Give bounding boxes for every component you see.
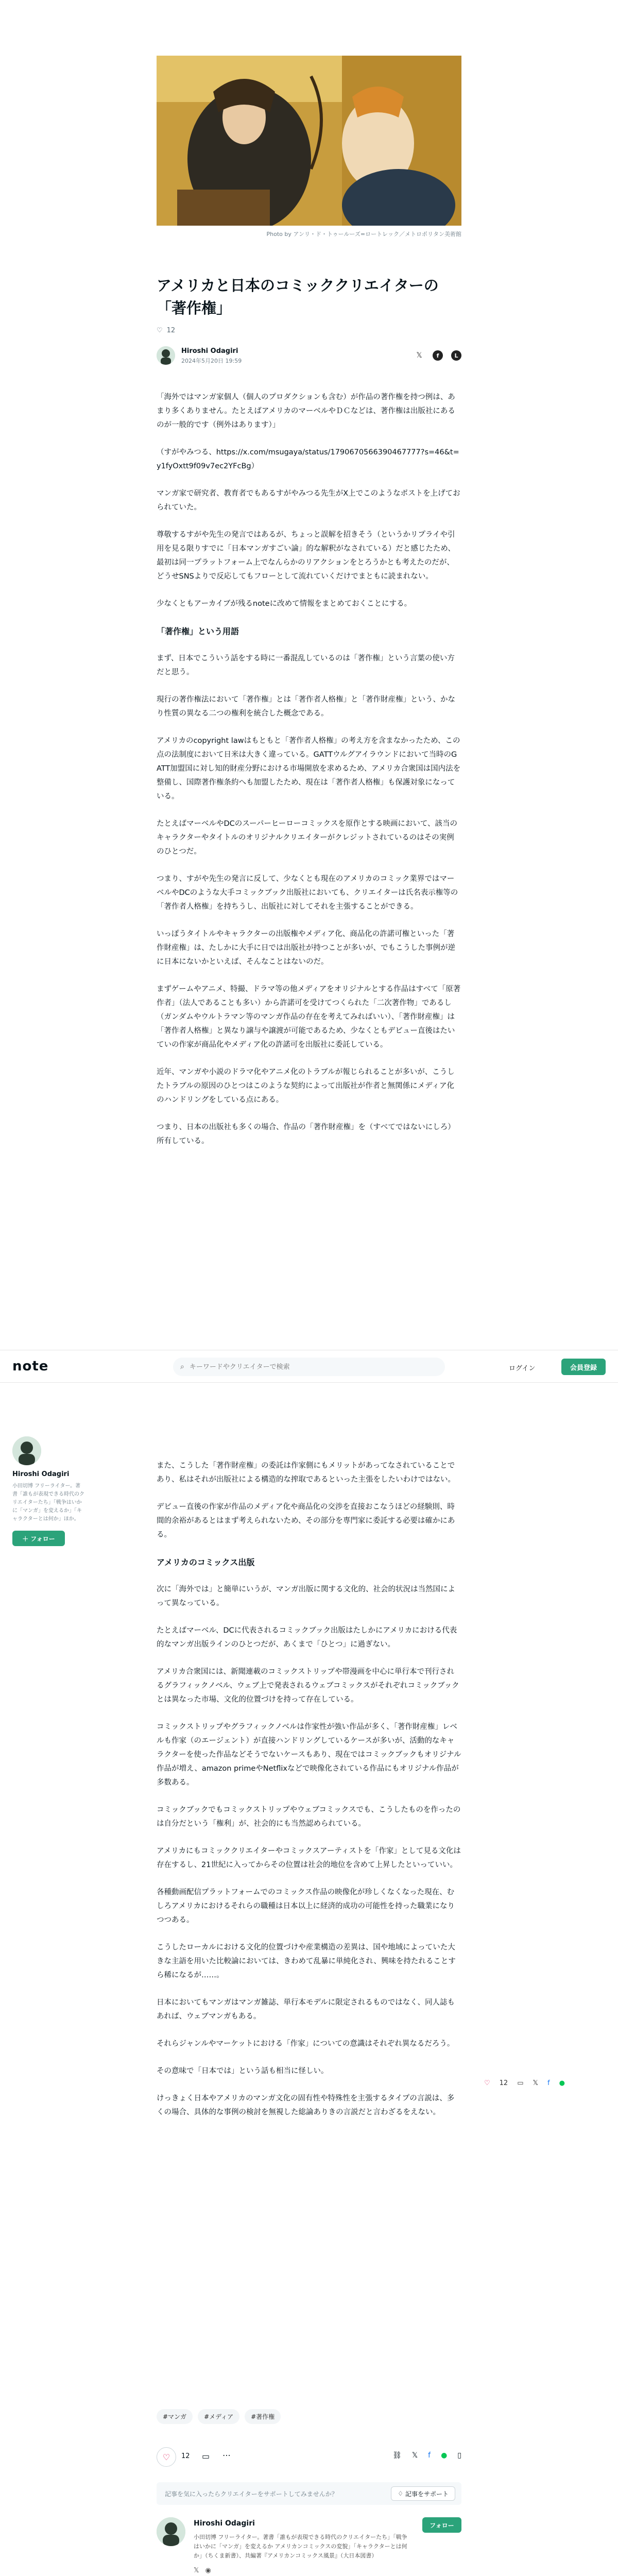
support-button[interactable] xyxy=(391,2486,455,2501)
paragraph: まず、日本でこういう話をする時に一番混乱しているのは「著作権」という言葉の使い方だと思う。 xyxy=(157,654,455,676)
author-card-name[interactable]: Hiroshi Odagiri xyxy=(194,2519,255,2528)
author-name[interactable]: Hiroshi Odagiri xyxy=(181,347,238,355)
author-card-bio: 小田切博 フリーライター。著書「誰もが表現できる時代のクリエイターたち」「戦争はいかに「マンガ」を変えるか アメリカンコミックスの変貌」「キャラクターとは何か」（ちくま新書）、共編著『アメリカンコミックス風景』（大日本図書） xyxy=(194,2534,407,2559)
x-share-icon[interactable]: 𝕏 xyxy=(416,351,422,360)
support-text: 記事を気に入ったらクリエイターをサポートしてみませんか？ xyxy=(165,2490,338,2498)
search-icon: ⌕ xyxy=(180,1363,184,1371)
sidebar-author-name[interactable]: Hiroshi Odagiri xyxy=(12,1470,70,1478)
x-profile-icon[interactable]: 𝕏 xyxy=(194,2567,199,2574)
comment-icon[interactable]: ▭ xyxy=(517,2079,524,2087)
sidebar-author-card xyxy=(12,1436,84,1546)
heart-icon[interactable]: ♡ xyxy=(484,2079,490,2087)
like-count: 12 xyxy=(181,2452,190,2460)
author-card xyxy=(157,2517,461,2576)
like-count: 12 xyxy=(166,327,176,334)
bookmark-icon[interactable]: ▯ xyxy=(457,2451,461,2460)
gift-icon: ♢ xyxy=(398,2490,403,2497)
search-bar xyxy=(173,1358,445,1376)
site-header xyxy=(0,1350,618,1383)
author-card-follow-button[interactable]: フォロー xyxy=(422,2517,461,2533)
author-card-avatar[interactable] xyxy=(157,2517,185,2546)
support-box xyxy=(157,2482,461,2505)
x-share-icon[interactable]: 𝕏 xyxy=(533,2079,538,2087)
paragraph: けっきょく日本やアメリカのマンガ文化の固有性や特殊性を主張するタイプの言説は、多くの場合、具体的な事例の検討を無視した総論ありきの言説だと言わざるをえない。 xyxy=(157,2094,455,2116)
paragraph: コミックブックでもコミックストリップやウェブコミックスでも、こうしたものを作ったのは自分だという「権利」が、社会的にも当然認められている。 xyxy=(157,1806,461,1828)
paragraph: つまり、日本の出版社も多くの場合、作品の「著作財産権」を（すべてではないにしろ）所有している。 xyxy=(157,1123,455,1145)
section-heading: 「著作権」という用語 xyxy=(157,626,239,636)
paragraph: 「海外ではマンガ家個人（個人のプロダクションも含む）が作品の著作権を持つ例は、あまり多くありません。たとえばアメリカのマーベルやＤＣなどは、著作権は出版社にあるのが一般的です（例外はあります）」 xyxy=(157,393,455,429)
paragraph: デビュー直後の作家が作品のメディア化や商品化の交渉を直接おこなうほどの経験則、時間的余裕があるとはまず考えられないため、その部分を専門家に委託する必要は確かにある。 xyxy=(157,1503,455,1539)
paragraph: コミックストリップやグラフィックノベルは作家性が強い作品が多く、「著作財産権」レベルも作家（のエージェント）が直接ハンドリングしているケースが多いが、活動的なキャラクターを使った作品などそうでないケースもあり、現在ではコミックブックもオリジナル作品が増え、amazon primeやNetflixなどで映像化されている作品にもオリジナル作品が多数ある。 xyxy=(157,1723,461,1787)
heart-icon: ♡ xyxy=(162,2452,170,2462)
paragraph: 次に「海外では」と簡単にいうが、マンガ出版に関する文化的、社会的状況は当然国によって異なっている。 xyxy=(157,1585,455,1607)
paragraph: 各種動画配信プラットフォームでのコミックス作品の映像化が珍しくなくなった現在、むしろアメリカにおけるそれらの職種は日本以上に経済的成功の可能性を持った職業になりつつある。 xyxy=(157,1888,455,1924)
article-body-1 xyxy=(157,391,461,1162)
author-socials xyxy=(194,2567,211,2574)
login-link[interactable]: ログイン xyxy=(509,1365,536,1372)
paragraph: マンガ家で研究者、教育者でもあるすがやみつる先生がX上でこのようなポストを上げておられていた。 xyxy=(157,489,460,512)
facebook-share-icon[interactable]: f xyxy=(547,2079,550,2087)
facebook-share-icon[interactable]: f xyxy=(428,2451,431,2460)
paragraph: 日本においてもマンガはマンガ雑誌、単行本モデルに限定されるものではなく、同人誌もあれば、ウェブマンガもある。 xyxy=(157,1998,455,2021)
share-icons xyxy=(392,2451,461,2460)
share-icons xyxy=(414,350,461,361)
paragraph: アメリカにもコミッククリエイターやコミックスアーティストを「作家」として見る文化は存在するし、21世紀に入ってからその位置は社会的地位を含めて上昇したといっていい。 xyxy=(157,1847,461,1869)
float-like-count: 12 xyxy=(499,2079,508,2087)
search-input[interactable] xyxy=(190,1363,438,1371)
paragraph: たとえばマーベルやDCのスーパーヒーローコミックスを原作とする映画において、該当のキャラクターやタイトルのオリジナルクリエイターがクレジットされているのはその実例のひとつだ。 xyxy=(157,820,458,856)
article-body-2 xyxy=(157,1459,461,2133)
sidebar-author-bio: 小田切博 フリーライター。著書「誰もが表現できる時代のクリエイターたち」「戦争はいかに「マンガ」を変えるか」「キャラクターとは何か」ほか。 xyxy=(12,1483,84,1522)
tag[interactable]: #マンガ xyxy=(157,2409,193,2424)
paragraph: こうしたローカルにおける文化的位置づけや産業構造の差異は、国や地域によっていた大きな主語を用いた比較論においては、きわめて乱暴に単純化され、興味を持たれることすら稀になるが……。 xyxy=(157,1943,456,1979)
hero-illustration xyxy=(157,56,461,226)
paragraph: まずゲームやアニメ、特撮、ドラマ等の他メディアをオリジナルとする作品はすべて「原著作者」（法人であることも多い）から許諾可を受けてつくられた「二次著作物」であるし（ガンダムやウルトラマン等のマンガ作品の存在を考えてみればいい）、「著作財産権」は「著作者人格権」と異なり譲与や譲渡が可能であるため、少なくともデビュー直後はたいていの作家が商品化やメディア化の許諾可を出版社に委託している。 xyxy=(157,985,461,1049)
article-likes xyxy=(157,327,175,334)
section-heading: アメリカのコミックス出版 xyxy=(157,1557,255,1567)
paragraph: 少なくともアーカイブが残るnoteに改めて情報をまとめておくことにする。 xyxy=(157,600,412,608)
paragraph: 現行の著作権法において「著作権」とは「著作者人格権」と「著作財産権」という、かなり性質の異なる二つの権利を統合した概念である。 xyxy=(157,696,455,718)
signup-button[interactable]: 会員登録 xyxy=(561,1359,606,1375)
like-button[interactable] xyxy=(157,2447,176,2467)
author-avatar[interactable] xyxy=(157,346,175,365)
tag[interactable]: #メディア xyxy=(198,2409,239,2424)
sidebar-follow-button[interactable] xyxy=(12,1531,65,1546)
tag[interactable]: #著作権 xyxy=(245,2409,281,2424)
link-icon[interactable]: ⛓ xyxy=(392,2451,402,2460)
line-share-icon[interactable]: ● xyxy=(441,2451,448,2460)
paragraph: つまり、すがや先生の発言に反して、少なくとも現在のアメリカのコミック業界ではマーベルやDCのような大手コミックブック出版社においても、クリエイターは氏名表示権等の「著作者人格権」を持ちうし、出版社に対してそれを主張することができる。 xyxy=(157,875,458,911)
photo-credit: Photo by アンリ・ド・トゥールーズ=ロートレック／メトロポリタン美術館 xyxy=(266,231,461,238)
support-button-label: 記事をサポート xyxy=(405,2490,449,2498)
author-row xyxy=(157,345,461,366)
x-share-icon[interactable]: 𝕏 xyxy=(411,2451,418,2460)
floating-actions xyxy=(484,2079,565,2087)
follow-label: フォロー xyxy=(30,1535,55,1543)
paragraph: 尊敬するすがや先生の発言ではあるが、ちょっと誤解を招きそう（というかリプライや引用を見る限りすでに「日本マンガすごい論」的な解釈がなされている）だと感じたため、最初は同一プラットフォーム上でなんらかのリアクションをとろうかとも考えたのだが、どうせSNSよりで反応してもフローとして流れていくだけでまともに読まれない。 xyxy=(157,531,455,581)
line-share-icon[interactable]: L xyxy=(451,350,461,361)
paragraph: （すがやみつる、https://x.com/msugaya/status/1790670566390467777?s=46&t=y1fyOxtt9f09v7ec2YFcBg） xyxy=(157,448,459,470)
person-plus-icon: ＋ xyxy=(22,1535,29,1543)
sidebar-author-avatar[interactable] xyxy=(12,1436,41,1465)
tag-list xyxy=(157,2409,281,2424)
publish-date: 2024年5月20日 19:59 xyxy=(181,358,242,364)
line-share-icon[interactable]: ● xyxy=(559,2079,565,2087)
paragraph: 近年、マンガや小説のドラマ化やアニメ化のトラブルが報じられることが多いが、こうしたトラブルの原因のひとつはこのような契約によって出版社が作者と無関係にメディア化のハンドリングをしている点にある。 xyxy=(157,1068,455,1104)
article-title: アメリカと日本のコミッククリエイターの「著作権」 xyxy=(157,277,439,317)
paragraph: また、こうした「著作財産権」の委託は作家側にもメリットがあってなされていることであり、私はそれが出版社による構造的な搾取であるといった主張をしたいわけではない。 xyxy=(157,1462,455,1484)
action-bar xyxy=(157,2444,461,2470)
paragraph: その意味で「日本では」という話も相当に怪しい。 xyxy=(157,2067,329,2075)
paragraph: アメリカ合衆国には、新聞連載のコミックストリップや帯漫画を中心に単行本で刊行されるグラフィックノベル、ウェブ上で発表されるウェブコミックスがそれぞれコミックブックとは異なった市場、文化的位置づけを持って存在している。 xyxy=(157,1668,459,1704)
heart-icon[interactable]: ♡ xyxy=(157,327,163,334)
hero-image xyxy=(157,56,461,226)
comment-icon[interactable]: ▭ xyxy=(202,2451,210,2461)
paragraph: アメリカのcopyright lawはもともと「著作者人格権」の考え方を含まなかったため、この点の法制度において日米は大きく違っている。GATTウルグアイラウンドにおいて当時のGATT加盟国に対し知的財産分野における市場開放を求めるため、アメリカ合衆国は国内法を整備し、国際著作権条約へも加盟したため、現在は「著作者人格権」も保護対象になっている。 xyxy=(157,737,461,801)
paragraph: それらジャンルやマーケットにおける「作家」についての意識はそれぞれ異なるだろう。 xyxy=(157,2040,455,2048)
note-logo[interactable]: note xyxy=(12,1359,49,1374)
more-icon[interactable]: ⋯ xyxy=(222,2450,231,2460)
facebook-share-icon[interactable]: f xyxy=(433,350,443,361)
paragraph: たとえばマーベル、DCに代表されるコミックブック出版はたしかにアメリカにおける代表的なマンガ出版ラインのひとつだが、あくまで「ひとつ」に過ぎない。 xyxy=(157,1626,457,1649)
rss-icon[interactable]: ◉ xyxy=(205,2567,211,2574)
paragraph: いっぽうタイトルやキャラクターの出版権やメディア化、商品化の許諾可権といった「著作財産権」は、たしかに大手に日では出版社が持つことが多いが、でもこうした事例が逆に日本にないかといえば、そんなことはないのだ。 xyxy=(157,930,455,966)
